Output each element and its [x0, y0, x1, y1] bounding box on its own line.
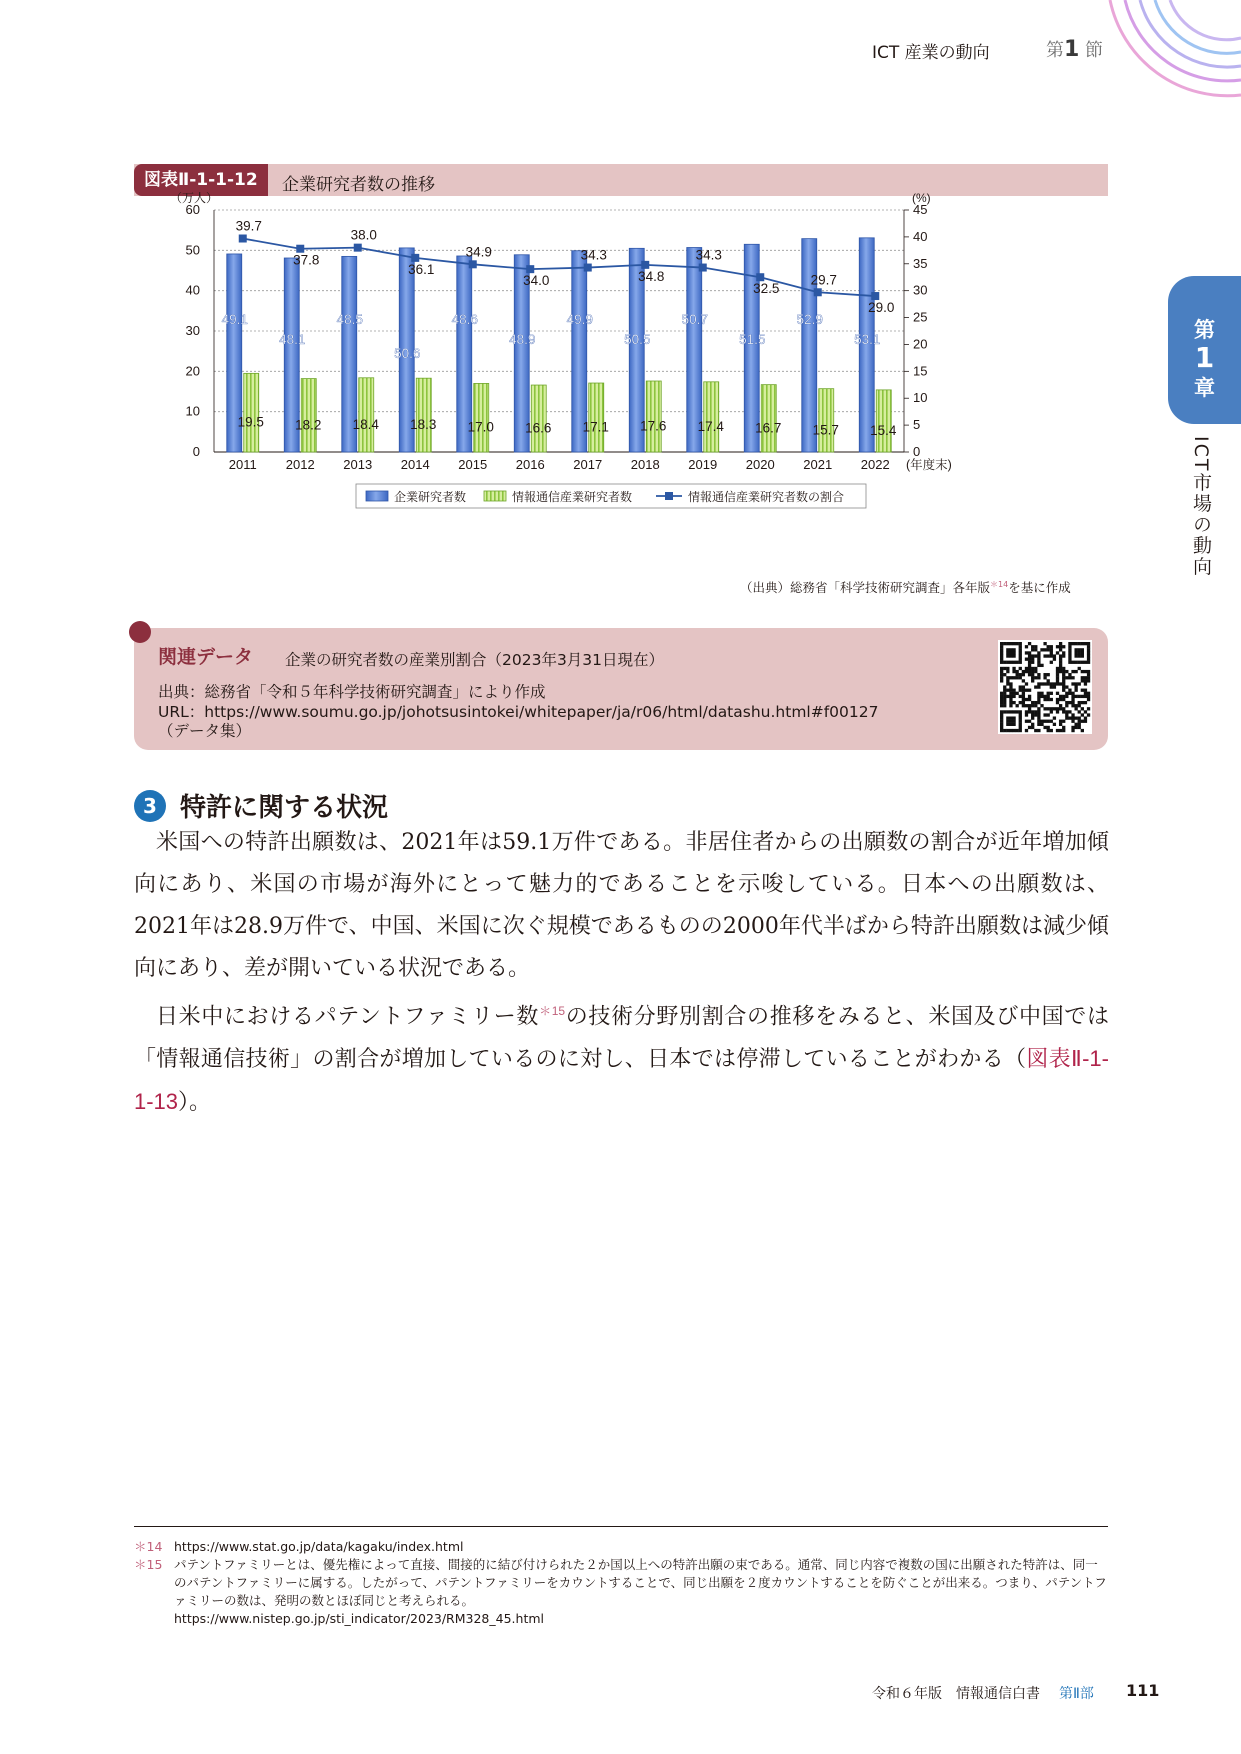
- value-label-ict-researchers: 18.2: [295, 417, 322, 433]
- bar-ict-researchers-2018: [646, 381, 661, 452]
- x-axis-suffix: (年度末): [906, 458, 952, 472]
- value-label-researchers: 51.5: [739, 332, 766, 347]
- researcher-chart: [134, 191, 1108, 572]
- bar-researchers-2021: [802, 239, 817, 452]
- qr-code-image: [998, 640, 1092, 734]
- bar-ict-researchers-2016: [531, 385, 546, 452]
- footer-book-title: 令和６年版 情報通信白書: [872, 1686, 1040, 1702]
- right-tick-label: 30: [913, 282, 928, 298]
- body-paragraph-1: 米国への特許出願数は、2021年は59.1万件である。非居住者からの出願数の割合が近年増加傾向にあり、米国の市場が海外にとって魅力的であることを示唆している。日本への出願数は、2021年は28.9万件で、中国、米国に次ぐ規模であるものの2000年代半ばから特許出願数は減少傾向にあり、差が開いている状況である。: [134, 830, 1109, 981]
- value-label-ict-ratio: 38.0: [350, 227, 377, 243]
- bar-ict-researchers-2014: [416, 378, 431, 452]
- point-ict-ratio-2015: [469, 260, 477, 268]
- value-label-ict-researchers: 18.3: [410, 417, 437, 433]
- value-label-ict-researchers: 16.7: [755, 420, 782, 436]
- point-ict-ratio-2012: [296, 245, 304, 253]
- value-label-ict-researchers: 18.4: [352, 416, 379, 432]
- value-label-ict-researchers: 19.5: [237, 414, 264, 430]
- value-label-researchers: 50.7: [681, 312, 708, 327]
- line-ict-ratio: [243, 239, 876, 297]
- bar-ict-researchers-2019: [704, 382, 719, 452]
- left-tick-label: 40: [185, 282, 200, 298]
- related-data-url[interactable]: URL：https://www.soumu.go.jp/johotsusintokei/whitepaper/ja/r06/html/datashu.html#f00127: [158, 703, 879, 721]
- x-tick-label: 2020: [745, 457, 775, 472]
- figure-label: 図表Ⅱ-1-1-12: [134, 164, 268, 196]
- running-header-section: ICT 産業の動向: [872, 43, 990, 63]
- x-tick-label: 2011: [228, 457, 257, 472]
- figure-source: （出典）総務省「科学技術研究調査」各年版$^{*14}$を基に作成: [740, 579, 1071, 595]
- chapter-tab-number: 1: [1194, 341, 1215, 374]
- value-label-ict-ratio: 34.9: [465, 244, 492, 260]
- x-tick-label: 2018: [630, 457, 660, 472]
- right-tick-label: 10: [913, 390, 928, 406]
- value-label-ict-researchers: 17.4: [697, 418, 724, 434]
- footnote-14-url[interactable]: https://www.stat.go.jp/data/kagaku/index.html: [174, 1539, 464, 1554]
- bar-ict-researchers-2011: [244, 373, 259, 452]
- figure-title: 企業研究者数の推移: [282, 175, 435, 195]
- value-label-ict-researchers: 17.6: [640, 418, 667, 434]
- related-data-source: 出典：総務省「令和５年科学技術研究調査」により作成: [158, 683, 546, 701]
- footnote-rule: [134, 1526, 1108, 1527]
- value-label-ict-researchers: 17.0: [467, 419, 494, 435]
- left-tick-label: 0: [192, 444, 200, 459]
- legend-label-ict-ratio: 情報通信産業研究者数の割合: [688, 490, 845, 504]
- section-body: [134, 822, 1109, 1124]
- value-label-researchers: 48.5: [336, 312, 363, 327]
- value-label-ict-ratio: 29.0: [868, 300, 895, 316]
- x-tick-label: 2017: [573, 457, 603, 472]
- value-label-ict-ratio: 34.8: [638, 268, 665, 284]
- value-label-ict-researchers: 15.4: [870, 422, 897, 438]
- page-number: 111: [1126, 1681, 1160, 1700]
- left-axis-unit: （万人）: [170, 191, 219, 205]
- bar-ict-researchers-2022: [876, 390, 891, 452]
- legend-label-researchers: 企業研究者数: [394, 490, 467, 504]
- value-label-researchers: 50.6: [394, 346, 421, 361]
- section-title: 特許に関する状況: [180, 793, 389, 823]
- value-label-researchers: 50.5: [624, 332, 651, 347]
- chapter-vertical-title: ICT市場の動向: [1190, 436, 1212, 578]
- footnote-14: ＊14 https://www.stat.go.jp/data/kagaku/index.html: [134, 1539, 464, 1554]
- bar-ict-researchers-2020: [761, 385, 776, 452]
- related-data-subtitle: 企業の研究者数の産業別割合（2023年3月31日現在）: [285, 651, 665, 669]
- value-label-ict-ratio: 34.3: [695, 247, 722, 263]
- point-ict-ratio-2020: [756, 273, 764, 281]
- bar-ict-researchers-2021: [819, 389, 834, 452]
- qr-code[interactable]: [998, 640, 1092, 734]
- value-label-researchers: 48.6: [451, 312, 478, 327]
- related-data-note: （データ集）: [158, 722, 252, 740]
- value-label-ict-researchers: 17.1: [582, 419, 609, 435]
- footnote-15: ＊15 パテントファミリーとは、優先権によって直接、間接的に結び付けられた２か国以上への特許出願の束である。通常、同じ内容で複数の国に出願された特許は、同一のパテントファミリーに属する。したがって、パテントファミリーをカウントすることで、同じ出願を２度カウントすることを防ぐことが出来る。つまり、パテントファミリーの数は、発明の数とほぼ同じと考えられる。 https://www.nistep.go.jp/sti_indicator/2023/RM328_45.html: [134, 1557, 1107, 1626]
- x-tick-label: 2021: [803, 457, 833, 472]
- point-ict-ratio-2017: [584, 264, 592, 272]
- footer-part: 第Ⅱ部: [1059, 1686, 1094, 1702]
- chapter-tab-suffix: 章: [1194, 376, 1215, 400]
- x-tick-label: 2019: [688, 457, 718, 472]
- value-label-ict-ratio: 39.7: [235, 218, 262, 234]
- bar-ict-researchers-2015: [474, 383, 489, 452]
- right-tick-label: 15: [913, 363, 928, 379]
- right-tick-label: 5: [913, 417, 921, 433]
- left-tick-label: 60: [185, 202, 200, 217]
- right-tick-label: 20: [913, 336, 928, 352]
- left-tick-label: 10: [185, 403, 200, 419]
- value-label-researchers: 48.1: [279, 332, 306, 347]
- chapter-tab-prefix: 第: [1194, 318, 1215, 342]
- point-ict-ratio-2013: [354, 244, 362, 252]
- point-ict-ratio-2019: [699, 264, 707, 272]
- right-tick-label: 40: [913, 228, 928, 244]
- bar-ict-researchers-2012: [301, 379, 316, 452]
- value-label-researchers: 49.9: [566, 312, 593, 327]
- figure-reference-link[interactable]: 図表Ⅱ-1-1-13: [134, 1046, 1109, 1115]
- point-ict-ratio-2014: [411, 254, 419, 262]
- footnote-ref-15[interactable]: ＊15: [539, 1004, 566, 1018]
- x-tick-label: 2012: [285, 457, 315, 472]
- body-paragraph-2: 日米中におけるパテントファミリー数$^{*15}$の技術分野別割合の推移をみると、米国及び中国では「情報通信技術」の割合が増加しているのに対し、日本では停滞していることがわかる（図表Ⅱ-1-1-13）。: [134, 1004, 1109, 1116]
- right-axis-unit: (%): [912, 191, 931, 205]
- section-number-badge: 3: [134, 790, 166, 822]
- left-tick-label: 50: [185, 242, 200, 258]
- point-ict-ratio-2016: [526, 265, 534, 273]
- figure-title-bar: [134, 164, 1108, 196]
- value-label-ict-ratio: 36.1: [408, 261, 435, 277]
- value-label-researchers: 53.1: [854, 332, 881, 347]
- related-data-title: 関連データ: [158, 646, 254, 668]
- value-label-researchers: 52.9: [796, 312, 823, 327]
- x-tick-label: 2016: [515, 457, 545, 472]
- point-ict-ratio-2021: [814, 288, 822, 296]
- value-label-ict-ratio: 34.3: [580, 247, 607, 263]
- x-tick-label: 2022: [860, 457, 890, 472]
- value-label-ict-ratio: 29.7: [810, 272, 837, 288]
- x-tick-label: 2015: [458, 457, 488, 472]
- running-header-number: 第1 節: [1046, 37, 1104, 62]
- point-ict-ratio-2018: [641, 261, 649, 269]
- bar-ict-researchers-2017: [589, 383, 604, 452]
- point-ict-ratio-2011: [239, 235, 247, 243]
- value-label-ict-researchers: 15.7: [812, 422, 839, 438]
- legend-swatch-researchers: [366, 491, 388, 501]
- legend-swatch-ict-researchers: [484, 491, 506, 501]
- related-data-marker: [129, 621, 151, 643]
- chapter-tab[interactable]: [1168, 276, 1241, 424]
- point-ict-ratio-2022: [871, 292, 879, 300]
- value-label-researchers: 48.9: [509, 332, 536, 347]
- footnote-15-url[interactable]: https://www.nistep.go.jp/sti_indicator/2023/RM328_45.html: [174, 1611, 544, 1626]
- legend-label-ict-researchers: 情報通信産業研究者数: [512, 490, 633, 504]
- right-tick-label: 25: [913, 309, 928, 325]
- value-label-ict-ratio: 34.0: [523, 273, 550, 289]
- legend-swatch-ict-ratio-point: [665, 492, 673, 500]
- x-tick-label: 2013: [343, 457, 373, 472]
- value-label-ict-researchers: 16.6: [525, 420, 552, 436]
- bar-ict-researchers-2013: [359, 378, 374, 452]
- value-label-ict-ratio: 32.5: [753, 281, 780, 297]
- value-label-ict-ratio: 37.8: [293, 252, 320, 268]
- x-tick-label: 2014: [400, 457, 430, 472]
- value-label-researchers: 49.1: [221, 312, 248, 327]
- decorative-arc-graphic: [1080, 0, 1241, 110]
- left-tick-label: 30: [185, 323, 200, 338]
- right-tick-label: 45: [913, 202, 928, 217]
- left-tick-label: 20: [185, 363, 200, 379]
- right-tick-label: 35: [913, 255, 928, 271]
- right-tick-label: 0: [913, 444, 921, 459]
